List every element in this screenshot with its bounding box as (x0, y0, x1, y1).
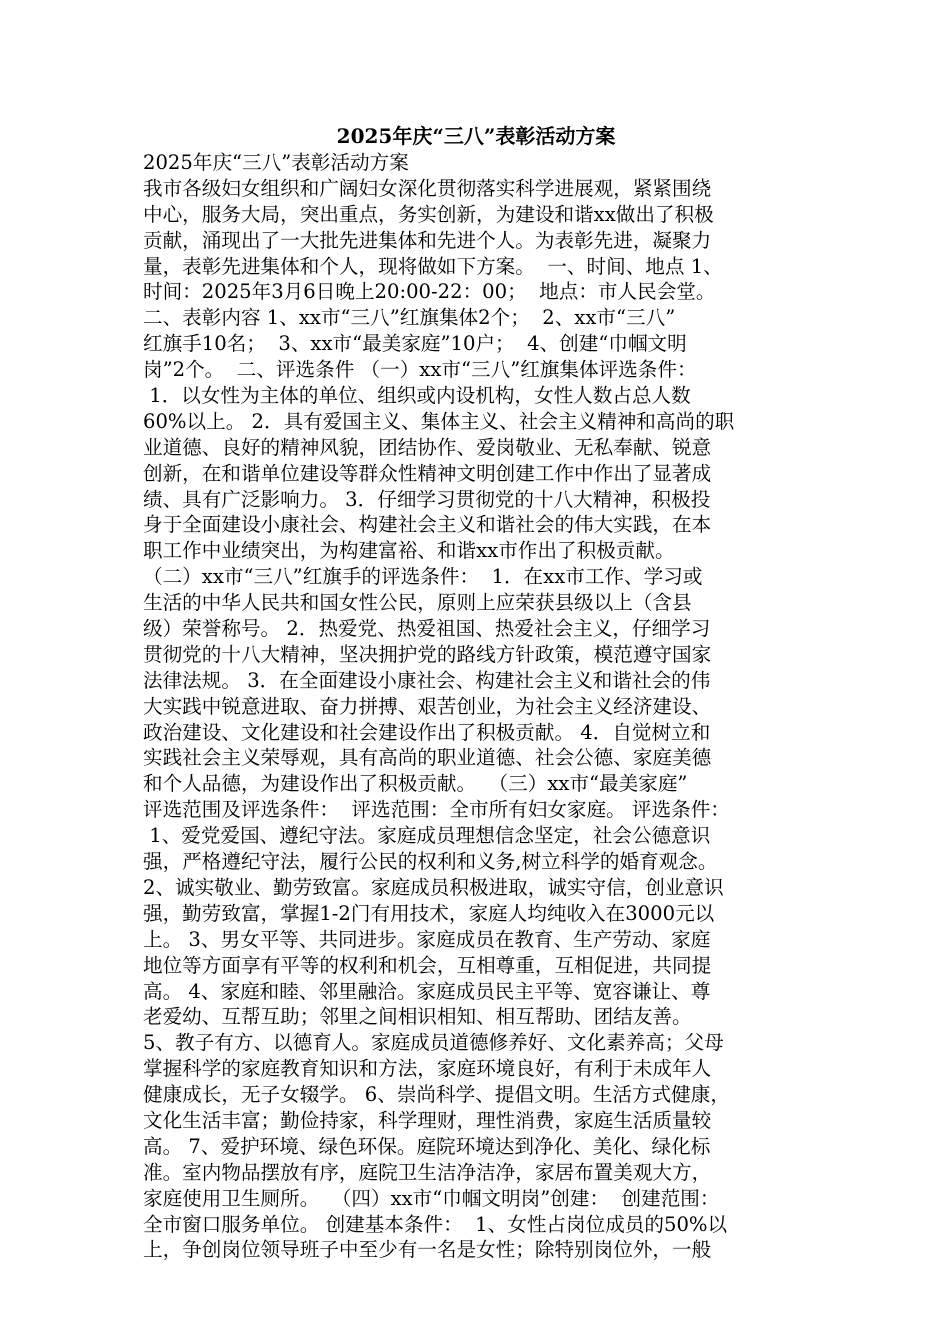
body-text-line: 健康成长，无子女辍学。 6、崇尚科学、提倡文明。生活方式健康， (143, 1083, 730, 1107)
body-text-line: 量，表彰先进集体和个人，现将做如下方案。 一、时间、地点 1、 (143, 254, 723, 278)
body-text-line: 大实践中锐意进取、奋力拼搏、艰苦创业，为社会主义经济建设、 (143, 694, 712, 718)
body-text-line: 高。 4、家庭和睦、邻里融洽。家庭成员民主平等、宽容谦让、尊 (143, 979, 711, 1003)
body-text-line: 我市各级妇女组织和广阔妇女深化贯彻落实科学进展观，紧紧围绕 (143, 176, 712, 200)
body-text-line: 准。室内物品摆放有序，庭院卫生洁净洁净，家居布置美观大方， (143, 1160, 712, 1184)
body-text-line: 评选范围及评选条件： 评选范围：全市所有妇女家庭。 评选条件： (143, 798, 730, 822)
body-text-line: 法律法规。 3．在全面建设小康社会、构建社会主义和谐社会的伟 (143, 668, 711, 692)
body-text-line: 1．以女性为主体的单位、组织或内设机构，女性人数占总人数 (143, 384, 691, 408)
body-text-line: 掌握科学的家庭教育知识和方法，家庭环境良好，有利于未成年人 (143, 1057, 712, 1081)
body-text-line: 上。 3、男女平等、共同进步。家庭成员在教育、生产劳动、家庭 (143, 927, 711, 951)
body-text-line: 生活的中华人民共和国女性公民，原则上应荣获县级以上（含县 (143, 591, 692, 615)
body-text-line: 1、爱党爱国、遵纪守法。家庭成员理想信念坚定，社会公德意识 (143, 824, 711, 848)
body-text-line: 老爱幼、互帮互助；邻里之间相识相知、相互帮助、团结友善。 (143, 1005, 692, 1029)
body-text-line: 地位等方面享有平等的权利和机会，互相尊重，互相促进，共同提 (143, 953, 712, 977)
body-text-line: 实践社会主义荣辱观，具有高尚的职业道德、社会公德、家庭美德 (143, 746, 712, 770)
body-text-line: 创新，在和谐单位建设等群众性精神文明创建工作中作出了显著成 (143, 461, 712, 485)
body-text-line: 身于全面建设小康社会、构建社会主义和谐社会的伟大实践，在本 (143, 513, 712, 537)
document-title: 2025年庆“三八”表彰活动方案 (336, 124, 616, 148)
body-text-line: 文化生活丰富；勤俭持家，科学理财，理性消费，家庭生活质量较 (143, 1108, 712, 1132)
document-body (143, 150, 809, 1263)
body-text-line: 60%以上。 2．具有爱国主义、集体主义、社会主义精神和高尚的职 (143, 409, 735, 433)
body-text-line: 政治建设、文化建设和社会建设作出了积极贡献。 4．自觉树立和 (143, 720, 711, 744)
body-text-line: 家庭使用卫生厕所。 （四）xx市“巾帼文明岗”创建： 创建范围： (143, 1186, 720, 1210)
body-text-line: 业道德、良好的精神风貌，团结协作、爱岗敬业、无私奉献、锐意 (143, 435, 712, 459)
body-text-line: 贯彻党的十八大精神，坚决拥护党的路线方针政策，模范遵守国家 (143, 642, 712, 666)
body-text-line: 职工作中业绩突出，为构建富裕、和谐xx市作出了积极贡献。 (143, 539, 675, 563)
body-text-line: 5、教子有方、以德育人。家庭成员道德修养好、文化素养高；父母 (143, 1031, 724, 1055)
body-text-line: （二）xx市“三八”红旗手的评选条件： 1．在xx市工作、学习或 (143, 565, 703, 589)
body-text-line: 时间：2025年3月6日晚上20:00-22：00； 地点：市人民会堂。 (143, 280, 716, 304)
body-text-line: 级）荣誉称号。 2．热爱党、热爱祖国、热爱社会主义，仔细学习 (143, 617, 711, 641)
body-text-line: 绩、具有广泛影响力。 3．仔细学习贯彻党的十八大精神，积极投 (143, 487, 711, 511)
body-text-line: 上，争创岗位领导班子中至少有一名是女性；除特别岗位外，一般 (143, 1238, 712, 1262)
body-text-line: 贡献，涌现出了一大批先进集体和先进个人。为表彰先进，凝聚力 (143, 228, 712, 252)
body-text-line: 2、诚实敬业、勤劳致富。家庭成员积极进取，诚实守信，创业意识 (143, 875, 724, 899)
document-page (143, 122, 809, 1263)
body-text-line: 红旗手10名； 3、xx市“最美家庭”10户； 4、创建“巾帼文明 (143, 332, 687, 356)
body-text-line: 全市窗口服务单位。 创建基本条件： 1、女性占岗位成员的50%以 (143, 1212, 728, 1236)
body-text-line: 2025年庆“三八”表彰活动方案 (143, 151, 409, 174)
body-text-line: 岗”2个。 二、评选条件 （一）xx市“三八”红旗集体评选条件： (143, 358, 697, 382)
body-text-line: 和个人品德，为建设作出了积极贡献。 （三）xx市“最美家庭” (143, 772, 688, 796)
body-text-line: 中心，服务大局，突出重点，务实创新，为建设和谐xx做出了积极 (143, 202, 714, 226)
body-text-line: 强，勤劳致富，掌握1-2门有用技术，家庭人均纯收入在3000元以 (143, 901, 715, 925)
body-text-line: 高。 7、爱护环境、绿色环保。庭院环境达到净化、美化、绿化标 (143, 1134, 711, 1158)
body-text-line: 二、表彰内容 1、xx市“三八”红旗集体2个； 2、xx市“三八” (143, 306, 676, 330)
body-text-line: 强，严格遵纪守法，履行公民的权利和义务,树立科学的婚育观念。 (143, 850, 718, 874)
